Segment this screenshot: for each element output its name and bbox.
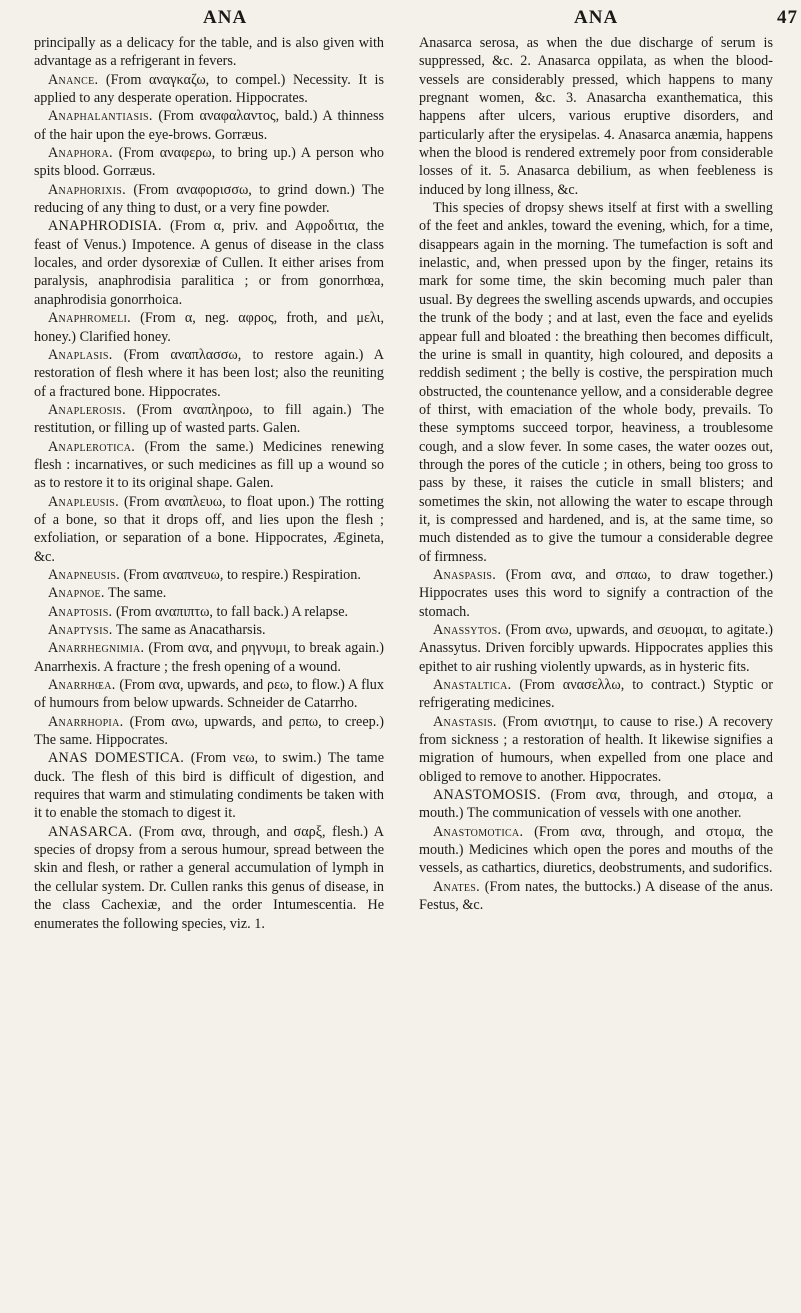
dictionary-entry (34, 493, 384, 566)
header-right-word: ANA (574, 7, 619, 28)
entry-headword: Anapnoe. (48, 585, 105, 602)
entry-headword: ANAS DOMESTICA. (48, 750, 185, 767)
entry-headword: Anastomotica. (433, 823, 524, 840)
dictionary-entry (34, 401, 384, 438)
dictionary-entry (419, 676, 773, 713)
entry-headword: Anaspasis. (433, 566, 497, 583)
entry-text: (From αναπιπτω, to fall back.) A relapse. (115, 603, 349, 620)
dictionary-entry (34, 107, 384, 144)
dictionary-entry (34, 181, 384, 218)
entry-headword: ANASTOMOSIS. (433, 787, 541, 804)
header-left-word: ANA (203, 7, 248, 28)
dictionary-entry (34, 621, 384, 639)
dictionary-entry (419, 199, 773, 566)
dictionary-entry (419, 878, 773, 915)
dictionary-entry (34, 217, 384, 309)
left-column (34, 34, 384, 933)
dictionary-entry (34, 566, 384, 584)
entry-headword: Anarrhopia. (48, 713, 124, 730)
entry-headword: Anaphalantiasis. (48, 108, 153, 125)
entry-text: (From ανα, upwards, and ρεω, to flow.) A flux of humours from below upwards. Schneider de Catarrho. (34, 677, 384, 712)
entry-headword: Anarrhegnimia. (48, 640, 145, 657)
entry-text: (From ανω, upwards, and σευομαι, to agitate.) Anassytus. Driven forcibly upwards. Hippocrates applies this epithet to air rushing violently upwards, as in hysteric fits. (419, 622, 773, 675)
dictionary-entry (34, 639, 384, 676)
entry-text: The same as Anacatharsis. (115, 622, 266, 638)
entry-text: (From αναφερω, to bring up.) A person who spits blood. Gorræus. (34, 145, 385, 180)
dictionary-entry (34, 438, 384, 493)
entry-headword: Anaphorixis. (48, 181, 126, 198)
entry-headword: Anates. (433, 878, 481, 895)
dictionary-entry (34, 346, 384, 401)
entry-text: principally as a delicacy for the table, and is also given with advantage as a refrigerant in fevers. (34, 35, 384, 70)
entry-headword: Anaphora. (48, 145, 113, 162)
entry-text: (From ανα, and ρηγνυμι, to break again.) Anarrhexis. A fracture ; the fresh opening of a wound. (34, 640, 385, 675)
entry-text: (From ανα, and σπαω, to draw together.) Hippocrates uses this word to signify a contraction of the stomach. (419, 566, 773, 620)
entry-headword: Anaptysis. (48, 622, 113, 638)
dictionary-entry (34, 676, 384, 713)
dictionary-entry (34, 34, 384, 71)
entry-text: Anasarca serosa, as when the due discharge of serum is suppressed, &c. 2. Anasarca oppilata, as when the blood-vessels are considerably pressed, which happens to many pregnant women, &c. 3. Anasarcha exanthematica, this happens after ulcers, various eruptive disorders, and particularly after the erysipelas. 4. Anasarca anæmia, happens when the blood is rendered extremely poor from considerable losses of it. 5. Anasarca debilium, as when feebleness is induced by long illness, &c. (419, 35, 773, 198)
entry-headword: Anaphromeli. (48, 310, 131, 327)
dictionary-entry (34, 713, 384, 750)
entry-text: (From ανω, upwards, and ρεπω, to creep.) The same. Hippocrates. (34, 713, 385, 749)
entry-text: (From ανιστημι, to cause to rise.) A recovery from sickness ; a restoration of health. It likewise signifies a migration of humours, when expelled from one place and obliged to remove to another. Hippocrates. (419, 713, 773, 785)
entry-headword: Anapneusis. (48, 566, 121, 583)
entry-text: (From nates, the buttocks.) A disease of the anus. Festus, &c. (419, 878, 774, 914)
dictionary-entry (419, 823, 773, 878)
dictionary-entry (34, 749, 384, 822)
entry-headword: ANASARCA. (48, 823, 133, 840)
entry-text: (From αναπληροω, to fill again.) The restitution, or filling up of wasted parts. Galen. (34, 401, 384, 437)
entry-text: (From αναπλασσω, to restore again.) A restoration of flesh where it has been lost; also the reuniting of a fractured bone. Hippocrates. (34, 346, 385, 400)
dictionary-entry (419, 621, 773, 676)
dictionary-entry (419, 786, 773, 823)
entry-headword: Anastaltica. (433, 677, 512, 694)
dictionary-entry (419, 566, 773, 621)
entry-text: (From αναφαλαντος, bald.) A thinness of the hair upon the eye-brows. Gorræus. (34, 108, 384, 143)
entry-headword: Anaptosis. (48, 603, 113, 620)
entry-headword: Anapleusis. (48, 493, 119, 510)
entry-text: (From αναπλευω, to float upon.) The rotting of a bone, so that it drops off, and lies upon the flesh ; exfoliation, or separation of a bone. Hippocrates, Ægineta, &c. (34, 493, 385, 565)
entry-text: (From αναπνευω, to respire.) Respiration. (123, 566, 361, 583)
entry-headword: Anaplasis. (48, 346, 113, 363)
entry-headword: Anaplerosis. (48, 401, 126, 418)
running-header (0, 3, 801, 33)
entry-text: (From ανα, through, and στομα, a mouth.) The communication of vessels with one another. (419, 787, 773, 822)
entry-text: (From the same.) Medicines renewing flesh : incarnatives, or such medicines as fill up a wound so as to restore it to its original shape. Galen. (34, 438, 384, 492)
entry-headword: Anastasis. (433, 713, 497, 730)
entry-text: This species of dropsy shews itself at first with a swelling of the feet and ankles, toward the evening, which, for a time, disappears again in the morning. The tumefaction is soft and inelastic, and, when pressed upon by the finger, retains its mark for some time, the skin becoming much paler than usual. By degrees the swelling ascends upwards, and occupies the trunk of the body ; and at last, even the face and eyelids appear full and bloated : the breathing then becomes difficult, the urine is small in quantity, high coloured, and deposits a reddish sediment ; the belly is costive, the perspiration much obstructed, the countenance yellow, and a considerable degree of thirst, with emaciation of the whole body, prevails. To these symptoms succeed torpor, heaviness, a troublesome cough, and a slow fever. In some cases, the water oozes out, through the pores of the cuticle ; in others, being too gross to pass by these, it raises the cuticle in small blisters; and sometimes the skin, not allowing the water to escape through it, is compressed and hardened, and is, at the same time, so much distended as to give the tumour a considerable degree of firmness. (419, 200, 773, 565)
entry-headword: Anarrhœa. (48, 677, 116, 694)
entry-text: (From αναγκαζω, to compel.) Necessity. It is applied to any desperate operation. Hippocrates. (34, 71, 385, 107)
dictionary-entry (34, 71, 384, 108)
right-column (419, 34, 773, 915)
entry-headword: Anance. (48, 71, 99, 88)
entry-headword: Anassytos. (433, 622, 502, 638)
page-number: 47 (777, 7, 798, 28)
dictionary-entry (34, 603, 384, 621)
dictionary-entry (419, 34, 773, 199)
dictionary-entry (419, 713, 773, 786)
entry-text: (From α, priv. and Αφροδιτια, the feast of Venus.) Impotence. A genus of disease in the class locales, and order dysorexiæ of Cullen. It either arises from paralysis, anaphrodisia paralitica ; or from gonorrhœa, anaphrodisia gonorrhoica. (34, 218, 385, 308)
entry-text: (From αναφορισσω, to grind down.) The reducing of any thing to dust, or a very fine powder. (34, 181, 384, 217)
entry-headword: ANAPHRODISIA. (48, 218, 162, 235)
entry-text: (From α, neg. αφρος, froth, and μελι, honey.) Clarified honey. (34, 310, 385, 345)
entry-headword: Anaplerotica. (48, 438, 136, 455)
dictionary-entry (34, 309, 384, 346)
dictionary-entry (34, 144, 384, 181)
dictionary-entry (34, 584, 384, 602)
entry-text: (From ανα, through, and στομα, the mouth.) Medicines which open the pores and mouths of the vessels, as cathartics, diuretics, deobstruments, and sudorifics. (419, 823, 773, 877)
entry-text: (From ανα, through, and σαρξ, flesh.) A species of dropsy from a serous humour, spread between the skin and flesh, or rather a general accumulation of lymph in the cellular system. Dr. Cullen ranks this genus of disease, in the class Cachexiæ, and the order Intumescentia. He enumerates the following species, viz. 1. (34, 823, 385, 932)
dictionary-entry (34, 823, 384, 933)
entry-text: (From ανασελλω, to contract.) Styptic or refrigerating medicines. (419, 677, 773, 712)
entry-text: (From νεω, to swim.) The tame duck. The flesh of this bird is difficult of digestion, and requires that warm and stimulating condiments be taken with it to enable the stomach to digest it. (34, 750, 385, 822)
entry-text: The same. (108, 585, 167, 602)
